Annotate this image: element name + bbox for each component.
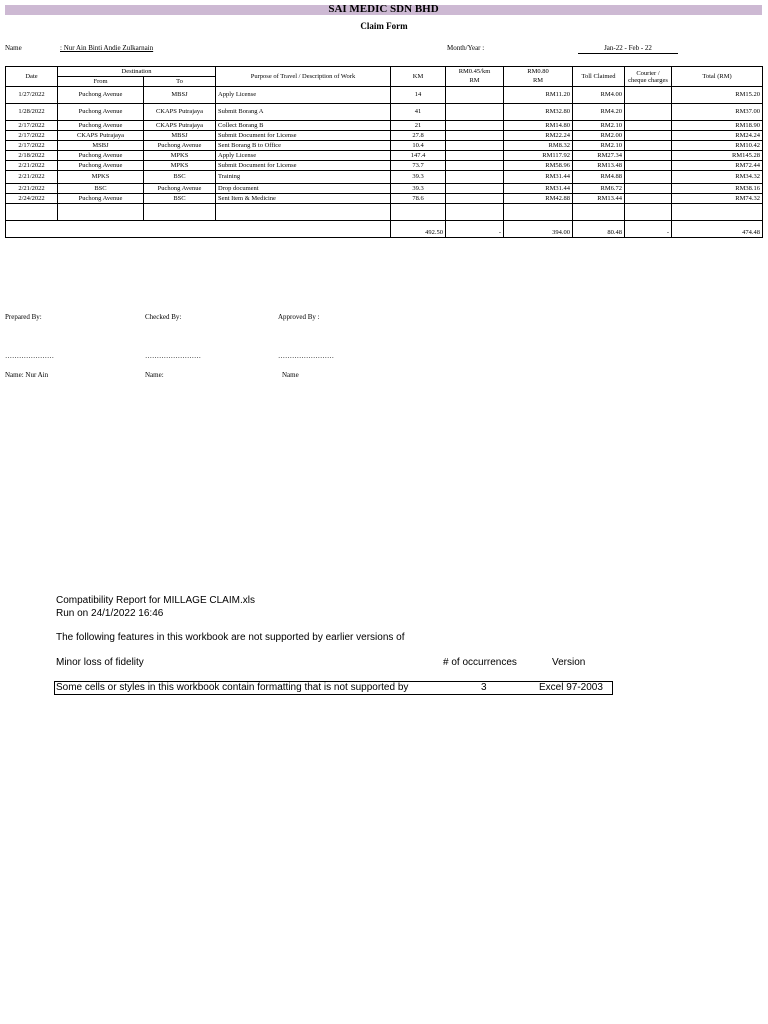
header-from: From	[58, 77, 144, 87]
cell-km: 21	[391, 121, 446, 131]
table-row	[6, 184, 763, 194]
cell-date: 2/17/2022	[6, 141, 58, 151]
approved-signature-line: ……………………	[278, 352, 334, 360]
header-rate45-sub: RM	[446, 77, 504, 87]
cell-to: BSC	[144, 194, 216, 204]
cell-purpose: Sent Borang B to Office	[216, 141, 391, 151]
cell-rm80: RM31.44	[504, 171, 573, 184]
cell-courier	[625, 151, 672, 161]
prepared-by-label: Prepared By:	[5, 313, 42, 321]
header-date: Date	[6, 67, 58, 87]
cell-from: CKAPS Putrajaya	[58, 131, 144, 141]
cell-toll: RM4.20	[573, 104, 625, 121]
cell-to: CKAPS Putrajaya	[144, 104, 216, 121]
compat-row-version: Excel 97-2003	[539, 682, 603, 693]
checked-signature-line: ……………………	[145, 352, 201, 360]
cell-to: CKAPS Putrajaya	[144, 121, 216, 131]
cell-purpose: Drop document	[216, 184, 391, 194]
cell-to: MBSJ	[144, 87, 216, 104]
blank-cell	[504, 204, 573, 221]
cell-toll: RM2.00	[573, 131, 625, 141]
cell-toll: RM2.10	[573, 141, 625, 151]
cell-rm80: RM8.32	[504, 141, 573, 151]
cell-courier	[625, 121, 672, 131]
blank-row	[6, 204, 763, 221]
totals-row	[6, 221, 763, 238]
cell-courier	[625, 131, 672, 141]
cell-km: 27.8	[391, 131, 446, 141]
cell-to: Puchong Avenue	[144, 184, 216, 194]
cell-date: 2/21/2022	[6, 161, 58, 171]
compat-row-text: Some cells or styles in this workbook contain formatting that is not supported by	[56, 682, 409, 693]
blank-cell	[573, 204, 625, 221]
table-row	[6, 161, 763, 171]
cell-rm80: RM32.80	[504, 104, 573, 121]
blank-cell	[446, 204, 504, 221]
header-toll: Toll Claimed	[573, 67, 625, 87]
cell-rm80: RM42.88	[504, 194, 573, 204]
blank-cell	[625, 204, 672, 221]
claim-table	[5, 66, 763, 238]
cell-rm45	[446, 151, 504, 161]
cell-from: MPKS	[58, 171, 144, 184]
cell-from: BSC	[58, 184, 144, 194]
cell-courier	[625, 87, 672, 104]
header-km: KM	[391, 67, 446, 87]
cell-total: RM34.32	[672, 171, 763, 184]
cell-from: Puchong Avenue	[58, 104, 144, 121]
table-row	[6, 121, 763, 131]
approved-name: Name	[282, 371, 299, 379]
header-courier: Courier / cheque charges	[625, 67, 672, 87]
cell-toll: RM4.00	[573, 87, 625, 104]
form-title: Claim Form	[360, 21, 408, 31]
header-row-1	[6, 67, 763, 77]
cell-courier	[625, 171, 672, 184]
blank-cell	[6, 204, 58, 221]
cell-total: RM72.44	[672, 161, 763, 171]
compat-row-count: 3	[481, 682, 487, 693]
compat-title: Compatibility Report for MILLAGE CLAIM.xls	[56, 595, 255, 606]
cell-to: MPKS	[144, 161, 216, 171]
table-row	[6, 151, 763, 161]
cell-rm80: RM11.20	[504, 87, 573, 104]
cell-km: 10.4	[391, 141, 446, 151]
cell-rm45	[446, 87, 504, 104]
cell-rm80: RM58.96	[504, 161, 573, 171]
blank-cell	[216, 204, 391, 221]
name-value: : Nur Ain Binti Andie Zulkarnain	[60, 44, 154, 52]
header-rate80-sub: RM	[504, 77, 573, 87]
cell-to: Puchong Avenue	[144, 141, 216, 151]
blank-cell	[391, 204, 446, 221]
name-label: Name	[5, 44, 22, 52]
cell-date: 2/21/2022	[6, 184, 58, 194]
total-rm45: -	[446, 221, 504, 238]
cell-date: 2/24/2022	[6, 194, 58, 204]
cell-km: 41	[391, 104, 446, 121]
cell-date: 2/17/2022	[6, 131, 58, 141]
approved-by-label: Approved By :	[278, 313, 320, 321]
cell-rm80: RM31.44	[504, 184, 573, 194]
cell-rm45	[446, 161, 504, 171]
prepared-name: Name: Nur Ain	[5, 371, 49, 379]
table-row	[6, 87, 763, 104]
header-purpose: Purpose of Travel / Description of Work	[216, 67, 391, 87]
cell-date: 1/28/2022	[6, 104, 58, 121]
cell-purpose: Apply License	[216, 151, 391, 161]
cell-purpose: Submit Document for License	[216, 131, 391, 141]
cell-km: 39.3	[391, 184, 446, 194]
month-year-label: Month/Year :	[447, 44, 485, 52]
cell-toll: RM13.44	[573, 194, 625, 204]
cell-from: Puchong Avenue	[58, 194, 144, 204]
cell-toll: RM4.88	[573, 171, 625, 184]
checked-name: Name:	[145, 371, 164, 379]
cell-total: RM38.16	[672, 184, 763, 194]
cell-km: 14	[391, 87, 446, 104]
cell-km: 73.7	[391, 161, 446, 171]
blank-cell	[58, 204, 144, 221]
cell-courier	[625, 184, 672, 194]
header-rate80: RM0.80	[504, 67, 573, 77]
header-destination: Destination	[58, 67, 216, 77]
checked-by-label: Checked By:	[145, 313, 182, 321]
cell-rm45	[446, 194, 504, 204]
cell-courier	[625, 161, 672, 171]
total-courier: -	[625, 221, 672, 238]
cell-purpose: Submit Borang A	[216, 104, 391, 121]
cell-date: 2/17/2022	[6, 121, 58, 131]
cell-from: Puchong Avenue	[58, 121, 144, 131]
cell-purpose: Apply License	[216, 87, 391, 104]
cell-from: MSBJ	[58, 141, 144, 151]
month-year-value: Jan-22 - Feb - 22	[578, 44, 678, 54]
cell-rm45	[446, 121, 504, 131]
cell-from: Puchong Avenue	[58, 151, 144, 161]
cell-to: MBSJ	[144, 131, 216, 141]
cell-total: RM74.32	[672, 194, 763, 204]
cell-date: 1/27/2022	[6, 87, 58, 104]
cell-rm80: RM14.80	[504, 121, 573, 131]
cell-total: RM37.00	[672, 104, 763, 121]
table-row	[6, 131, 763, 141]
blank-cell	[672, 204, 763, 221]
table-row	[6, 171, 763, 184]
total-km: 492.50	[391, 221, 446, 238]
cell-date: 2/21/2022	[6, 171, 58, 184]
header-to: To	[144, 77, 216, 87]
company-banner: SAI MEDIC SDN BHD	[5, 5, 762, 15]
cell-rm45	[446, 141, 504, 151]
compat-section: Minor loss of fidelity	[56, 657, 144, 668]
table-row	[6, 104, 763, 121]
table-row	[6, 141, 763, 151]
cell-rm80: RM22.24	[504, 131, 573, 141]
total-toll: 80.48	[573, 221, 625, 238]
total-rm80: 394.00	[504, 221, 573, 238]
cell-courier	[625, 141, 672, 151]
cell-courier	[625, 104, 672, 121]
table-row	[6, 194, 763, 204]
compat-features-text: The following features in this workbook are not supported by earlier versions of	[56, 632, 405, 643]
cell-total: RM18.90	[672, 121, 763, 131]
cell-km: 147.4	[391, 151, 446, 161]
cell-toll: RM6.72	[573, 184, 625, 194]
cell-rm45	[446, 171, 504, 184]
cell-rm45	[446, 184, 504, 194]
cell-toll: RM2.10	[573, 121, 625, 131]
cell-km: 78.6	[391, 194, 446, 204]
cell-purpose: Sent Item & Medicine	[216, 194, 391, 204]
header-rate45: RM0.45/km	[446, 67, 504, 77]
cell-km: 39.3	[391, 171, 446, 184]
cell-rm80: RM117.92	[504, 151, 573, 161]
prepared-signature-line: …………………	[5, 352, 54, 360]
cell-toll: RM13.48	[573, 161, 625, 171]
totals-empty-cell	[6, 221, 391, 238]
cell-toll: RM27.34	[573, 151, 625, 161]
cell-to: MPKS	[144, 151, 216, 161]
compat-run-on: Run on 24/1/2022 16:46	[56, 608, 164, 619]
blank-cell	[144, 204, 216, 221]
cell-purpose: Collect Borang B	[216, 121, 391, 131]
cell-date: 2/18/2022	[6, 151, 58, 161]
compat-col-occurrences: # of occurrences	[443, 657, 517, 668]
cell-total: RM145.28	[672, 151, 763, 161]
cell-purpose: Training	[216, 171, 391, 184]
cell-purpose: Submit Document for License	[216, 161, 391, 171]
compat-col-version: Version	[552, 657, 586, 668]
cell-to: BSC	[144, 171, 216, 184]
total-total: 474.48	[672, 221, 763, 238]
cell-total: RM15.20	[672, 87, 763, 104]
cell-courier	[625, 194, 672, 204]
compat-row	[54, 681, 613, 695]
cell-total: RM10.42	[672, 141, 763, 151]
header-total: Total (RM)	[672, 67, 763, 87]
cell-total: RM24.24	[672, 131, 763, 141]
cell-from: Puchong Avenue	[58, 161, 144, 171]
cell-rm45	[446, 104, 504, 121]
cell-from: Puchong Avenue	[58, 87, 144, 104]
cell-rm45	[446, 131, 504, 141]
